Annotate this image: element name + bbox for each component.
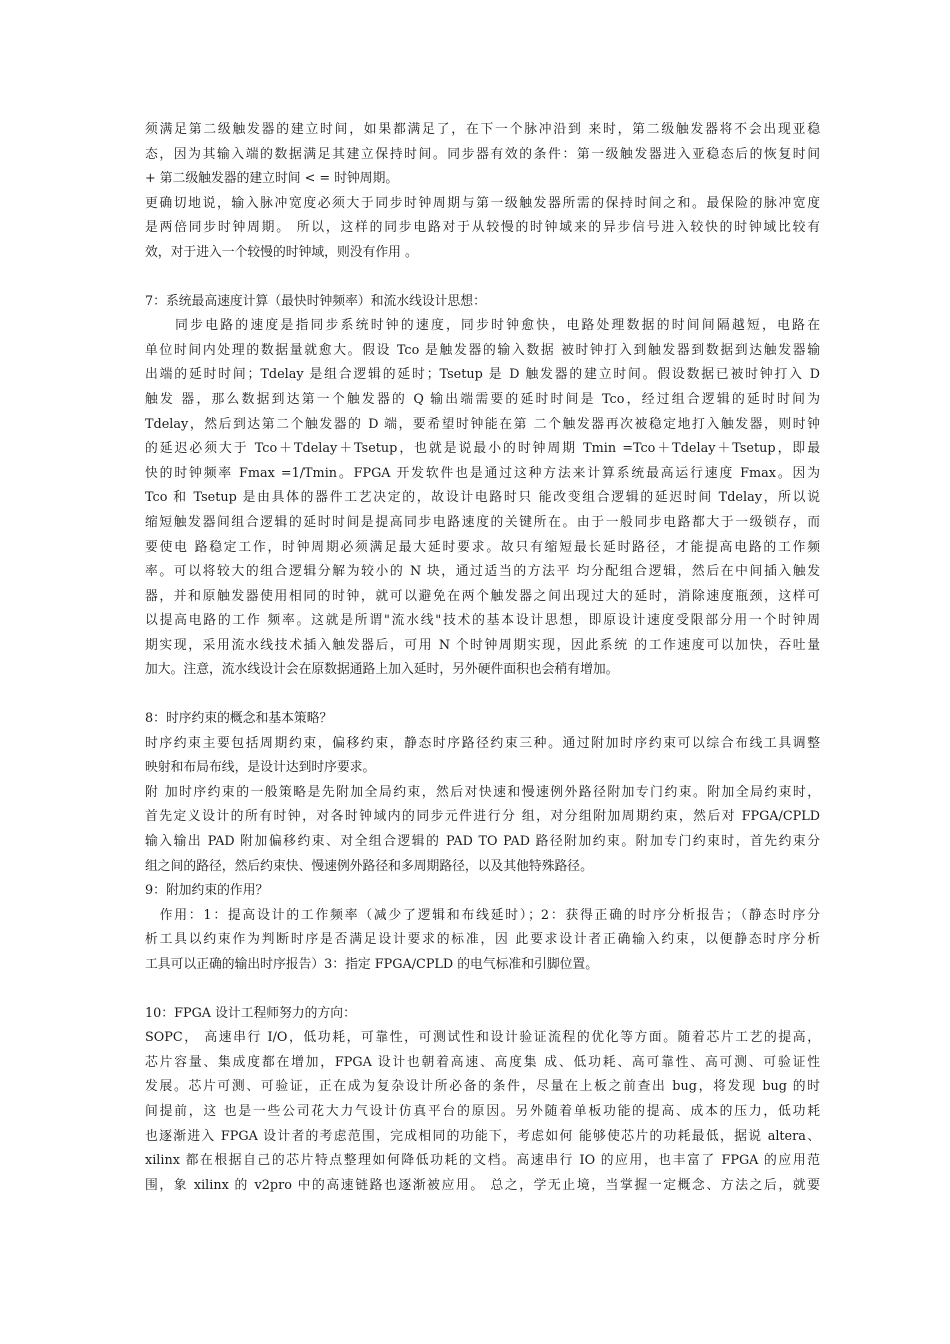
section-heading: 10：FPGA 设计工程师努力的方向： <box>145 1005 356 1021</box>
text-line: 以提高电路的工作 频率。这就是所谓"流水线"技术的基本设计思想，即原设计速度受限部分用一个时钟周 <box>145 613 820 629</box>
text-line: xilinx 都在根据自己的芯片特点整理如何降低功耗的文档。高速串行 IO 的应用，也丰富了 FPGA 的应用范 <box>145 1153 820 1169</box>
text-line: 须满足第二级触发器的建立时间，如果都满足了，在下一个脉冲沿到 来时，第二级触发器将不会出现亚稳 <box>145 122 820 137</box>
section-spacer <box>145 978 820 1002</box>
text-line: 要使电 路稳定工作，时钟周期必须满足最大延时要求。故只有缩短最长延时路径，才能提高电路的工作频 <box>145 539 820 555</box>
section-s10 <box>145 1002 820 1199</box>
text-line: + 第二级触发器的建立时间 < = 时钟周期。 <box>145 171 399 187</box>
text-line: 作用：1：提高设计的工作频率（减少了逻辑和布线延时）；2：获得正确的时序分析报告；（静态时序分 <box>145 907 820 923</box>
section-spacer <box>145 683 820 707</box>
text-line: 态，因为其输入端的数据满足其建立保持时间。同步器有效的条件：第一级触发器进入亚稳态后的恢复时间 <box>145 146 820 162</box>
section-heading: 7：系统最高速度计算（最快时钟频率）和流水线设计思想： <box>145 293 486 309</box>
text-line: 映射和布局布线，是设计达到时序要求。 <box>145 760 376 776</box>
text-line: 器，并和原触发器使用相同的时钟，就可以避免在两个触发器之间出现过大的延时，消除速度瓶颈，这样可 <box>145 588 820 604</box>
text-line: SOPC， 高速串行 I/O，低功耗，可靠性，可测试性和设计验证流程的优化等方面。随着芯片工艺的提高， <box>145 1030 820 1046</box>
text-line: 发展。芯片可测、可验证，正在成为复杂设计所必备的条件，尽量在上板之前查出 bug，将发现 bug 的时 <box>145 1079 820 1095</box>
text-line: 组之间的路径，然后约束快、慢速例外路径和多周期路径，以及其他特殊路径。 <box>145 858 593 874</box>
text-line: 也逐渐进入 FPGA 设计者的考虑范围，完成相同的功能下，考虑如何 能够使芯片的功耗最低，据说 altera、 <box>145 1128 820 1144</box>
text-line: 快的时钟频率 Fmax =1/Tmin。FPGA 开发软件也是通过这种方法来计算系统最高运行速度 Fmax。因为 <box>145 465 820 481</box>
text-line: 单位时间内处理的数据量就愈大。假设 Tco 是触发器的输入数据 被时钟打入到触发器到数据到达触发器输 <box>145 342 820 358</box>
text-line: 效，对于进入一个较慢的时钟域，则没有作用 。 <box>145 244 418 260</box>
text-line: 同步电路的速度是指同步系统时钟的速度，同步时钟愈快，电路处理数据的时间间隔越短，电路在 <box>145 318 820 334</box>
text-line: 的延迟必须大于 Tco＋Tdelay＋Tsetup，也就是说最小的时钟周期 Tmin =Tco＋Tdelay＋Tsetup，即最 <box>145 441 820 457</box>
text-line: 出端的延时时间；Tdelay 是组合逻辑的延时；Tsetup 是 D 触发器的建立时间。假设数据已被时钟打入 D <box>145 367 820 383</box>
paragraph <box>145 118 820 192</box>
text-line: 输入输出 PAD 附加偏移约束、对全组合逻辑的 PAD TO PAD 路径附加约束。附加专门约束时，首先约束分 <box>145 834 820 850</box>
paragraph <box>145 1026 820 1198</box>
section-heading: 9：附加约束的作用？ <box>145 883 269 899</box>
text-line: 期实现，采用流水线技术插入触发器后，可用 N 个时钟周期实现，因此系统 的工作速度可以加快，吞吐量 <box>145 637 820 653</box>
section-intro <box>145 118 820 266</box>
section-s8 <box>145 707 820 879</box>
text-line: 附 加时序约束的一般策略是先附加全局约束，然后对快速和慢速例外路径附加专门约束。附加全局约束时， <box>145 784 820 800</box>
text-line: 芯片容量、集成度都在增加，FPGA 设计也朝着高速、高度集 成、低功耗、高可靠性、高可测、可验证性 <box>145 1054 820 1070</box>
section-s7 <box>145 290 820 684</box>
text-line: 时序约束主要包括周期约束，偏移约束，静态时序路径约束三种。通过附加时序约束可以综合布线工具调整 <box>145 735 820 751</box>
section-spacer <box>145 266 820 290</box>
text-line: 围，象 xilinx 的 v2pro 中的高速链路也逐渐被应用。 总之，学无止境，当掌握一定概念、方法之后，就要 <box>145 1177 820 1193</box>
paragraph <box>145 314 820 683</box>
text-line: 更确切地说，输入脉冲宽度必须大于同步时钟周期与第一级触发器所需的保持时间之和。最保险的脉冲宽度 <box>145 195 820 211</box>
paragraph <box>145 192 820 266</box>
document-page <box>145 118 820 1198</box>
text-line: 工具可以正确的输出时序报告）3：指定 FPGA/CPLD 的电气标准和引脚位置。 <box>145 957 599 972</box>
section-s9 <box>145 879 820 977</box>
text-line: Tco 和 Tsetup 是由具体的器件工艺决定的，故设计电路时只 能改变组合逻辑的延迟时间 Tdelay，所以说 <box>145 490 820 506</box>
text-line: 缩短触发器间组合逻辑的延时时间是提高同步电路速度的关键所在。由于一般同步电路都大于一级锁存，而 <box>145 514 820 530</box>
section-heading: 8：时序约束的概念和基本策略？ <box>145 711 333 727</box>
text-line: Tdelay，然后到达第二个触发器的 D 端，要希望时钟能在第 二个触发器再次被稳定地打入触发器，则时钟 <box>145 416 820 432</box>
text-line: 析工具以约束作为判断时序是否满足设计要求的标准，因 此要求设计者正确输入约束，以便静态时序分析 <box>145 932 820 948</box>
paragraph <box>145 781 820 879</box>
paragraph <box>145 732 820 781</box>
paragraph <box>145 904 820 978</box>
text-line: 首先定义设计的所有时钟，对各时钟域内的同步元件进行分 组，对分组附加周期约束，然后对 FPGA/CPLD <box>145 809 820 825</box>
text-line: 是两倍同步时钟周期。 所以，这样的同步电路对于从较慢的时钟域来的异步信号进入较快的时钟域比较有 <box>145 220 820 236</box>
text-line: 率。可以将较大的组合逻辑分解为较小的 N 块，通过适当的方法平 均分配组合逻辑，然后在中间插入触发 <box>145 564 820 580</box>
text-line: 触发 器，那么数据到达第一个触发器的 Q 输出端需要的延时时间是 Tco，经过组合逻辑的延时时间为 <box>145 391 820 407</box>
text-line: 间提前，这 也是一些公司花大力气设计仿真平台的原因。另外随着单板功能的提高、成本的压力，低功耗 <box>145 1103 820 1119</box>
text-line: 加大。注意，流水线设计会在原数据通路上加入延时，另外硬件面积也会稍有增加。 <box>145 662 619 678</box>
